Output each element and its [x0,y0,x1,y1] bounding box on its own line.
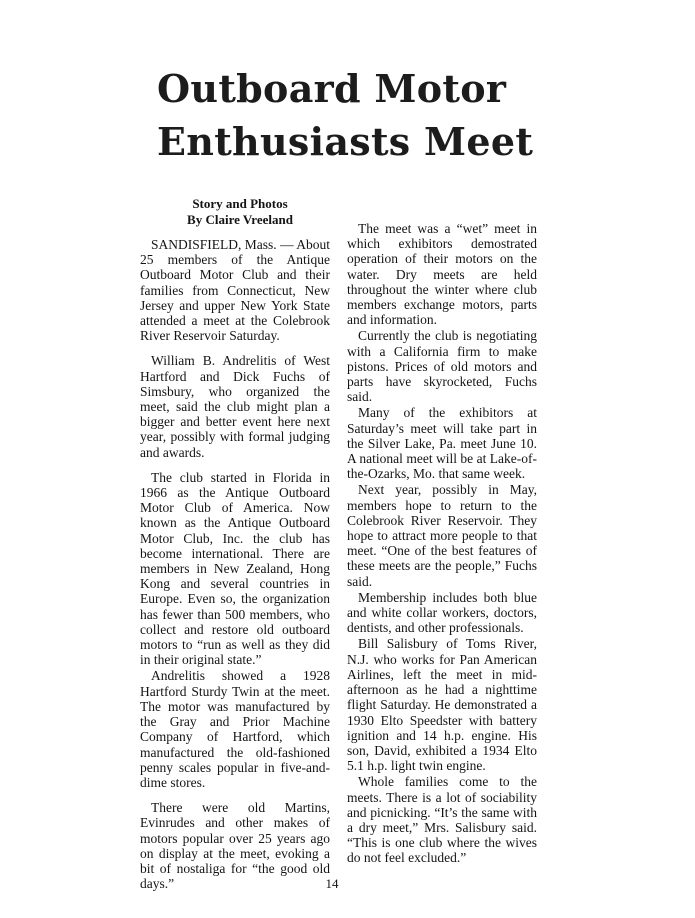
paragraph: Andrelitis showed a 1928 Hartford Sturdy Twin at the meet. The motor was manufactured by the Gray and Prior Machine Company of Hartford, which manufactured the old-fashioned penny scales popular in five-and-dime stores. [140,668,330,790]
paragraph: Next year, possibly in May, members hope to return to the Colebrook River Reservoir. They hope to attract more people to that meet. “One of the best features of these meets are the people,” Fuchs said. [347,482,537,589]
paragraph: Membership includes both blue and white collar workers, doctors, dentists, and other professionals. [347,589,537,636]
right-column [347,221,537,867]
page-number: 14 [325,876,339,891]
paragraph: The club started in Florida in 1966 as the Antique Outboard Motor Club of America. Now known as the Antique Outboard Motor Club, Inc. the club has become international. There are members in New Zealand, Hong Kong and several countries in Europe. Even so, the organization has fewer than 500 members, who collect and restore old outboard motors to “run as well as they did in their original state.” [140,469,330,668]
paragraph: There were old Martins, Evinrudes and other makes of motors popular over 25 years ago on display at the meet, evoking a bit of nostaliga for “the good old days.” [140,800,330,892]
headline [157,62,557,168]
paragraph: The meet was a “wet” meet in which exhibitors demostrated operation of their motors on the water. Dry meets are held throughout the winter where club members exchange motors, parts and information. [347,221,537,328]
paragraph: Many of the exhibitors at Saturday’s meet will take part in the Silver Lake, Pa. meet June 10. A national meet will be at Lake-of-the-Ozarks, Mo. that same week. [347,405,537,482]
paragraph: William B. Andrelitis of West Hartford and Dick Fuchs of Simsbury, who organized the meet, said the club might plan a bigger and better event here next year, possibly with formal judging and awards. [140,353,330,460]
byline [150,196,330,228]
paragraph: Whole families come to the meets. There is a lot of sociability and picnicking. “It’s the same with a dry meet,” Mrs. Salisbury said. “This is one club where the wives do not feel excluded.” [347,774,537,866]
paragraph: Bill Salisbury of Toms River, N.J. who works for Pan American Airlines, left the meet in mid-afternoon as he had a nighttime flight Saturday. He demonstrated a 1930 Elto Speedster with battery ignition and 14 h.p. engine. His son, David, exhibited a 1934 Elto 5.1 h.p. light twin engine. [347,636,537,774]
byline-author: By Claire Vreeland [187,212,293,227]
byline-credit: Story and Photos [192,196,288,211]
headline-line-1: Outboard Motor [157,66,507,111]
left-column [140,237,330,901]
headline-line-2: Enthusiasts Meet [157,119,534,164]
paragraph: SANDISFIELD, Mass. — About 25 members of the Antique Outboard Motor Club and their families from Connecticut, New Jersey and upper New York State attended a meet at the Colebrook River Reservoir Saturday. [140,237,330,344]
paragraph: Currently the club is negotiating with a California firm to make pistons. Prices of old motors and parts have skyrocketed, Fuchs said. [347,328,537,405]
